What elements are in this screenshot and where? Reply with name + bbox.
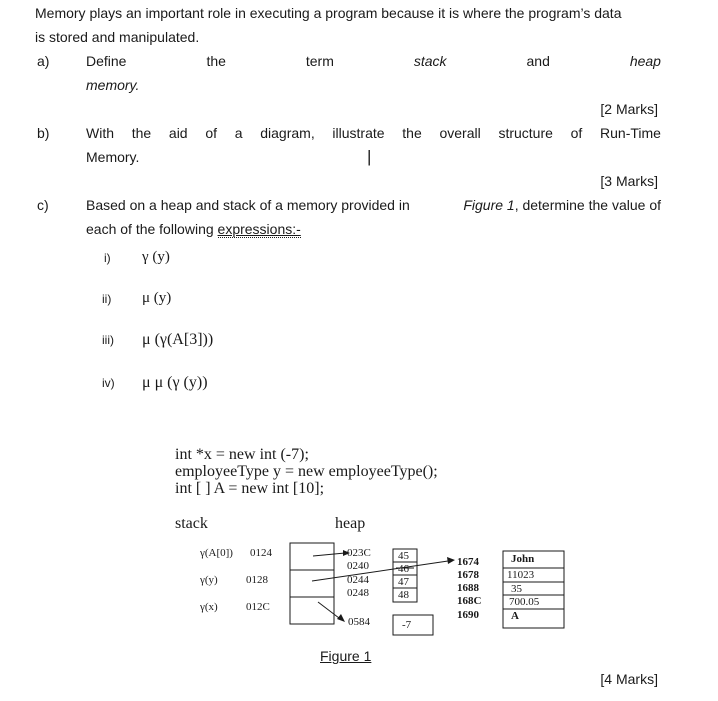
word: Define bbox=[86, 53, 127, 69]
stack-title: stack bbox=[175, 515, 208, 532]
stack-row-addr: 0124 bbox=[250, 547, 272, 559]
intro-line-1: Memory plays an important role in executing a program because it is where the program’s data bbox=[35, 5, 622, 21]
object-value: 11023 bbox=[507, 569, 535, 581]
item-ii-label: ii) bbox=[102, 292, 112, 306]
question-b-line-2: Memory. bbox=[86, 149, 140, 165]
code-line-1: int *x = new int (-7); bbox=[175, 446, 309, 463]
question-a-label: a) bbox=[37, 53, 50, 69]
word: illustrate bbox=[332, 125, 385, 141]
figure-caption: Figure 1 bbox=[320, 648, 372, 664]
stack-row-label: γ(x) bbox=[200, 601, 218, 613]
word: and bbox=[526, 53, 550, 69]
heap-value: 46 bbox=[398, 563, 409, 575]
word: of bbox=[205, 125, 217, 141]
item-i-label: i) bbox=[104, 251, 111, 265]
question-a-line-2: memory. bbox=[86, 77, 140, 93]
object-value: A bbox=[511, 610, 519, 622]
heap-addr: 023C bbox=[347, 547, 371, 559]
question-a-marks: [2 Marks] bbox=[600, 101, 658, 117]
object-addr: 1688 bbox=[457, 582, 479, 594]
item-iv-label: iv) bbox=[102, 376, 115, 390]
heap-addr: 0240 bbox=[347, 560, 369, 572]
stack-row-label: γ(y) bbox=[200, 574, 218, 586]
object-value: John bbox=[511, 553, 535, 565]
text: each of the following bbox=[86, 221, 218, 237]
text-cursor: | bbox=[367, 147, 372, 166]
object-addr: 1678 bbox=[457, 569, 479, 581]
heap-title: heap bbox=[335, 515, 366, 532]
arrow-head bbox=[337, 614, 345, 622]
object-value: 35 bbox=[511, 583, 522, 595]
word: structure bbox=[498, 125, 553, 141]
text: Based on a heap and stack of a memory provided in bbox=[86, 197, 414, 213]
item-ii-expr: μ (y) bbox=[142, 290, 172, 306]
heap-int-value: -7 bbox=[402, 619, 412, 631]
heap-value: 47 bbox=[398, 576, 409, 588]
heap-int-addr: 0584 bbox=[348, 616, 370, 628]
stack-row-addr: 012C bbox=[246, 601, 270, 613]
word: the bbox=[131, 125, 152, 141]
word: the bbox=[402, 125, 422, 141]
word: term bbox=[305, 53, 334, 69]
object-addr: 1690 bbox=[457, 609, 479, 621]
item-iii-label: iii) bbox=[102, 333, 114, 347]
heap-addr: 0244 bbox=[347, 574, 369, 586]
heap-value: 48 bbox=[398, 589, 409, 601]
word: the bbox=[206, 53, 226, 69]
word: overall bbox=[439, 125, 481, 141]
heap-value: 45 bbox=[398, 550, 409, 562]
question-c-label: c) bbox=[37, 197, 49, 213]
figure-reference: Figure 1 bbox=[463, 197, 515, 213]
intro-line-2: is stored and manipulated. bbox=[35, 29, 200, 45]
pointer-arrow bbox=[312, 561, 448, 581]
object-addr: 168C bbox=[457, 595, 482, 607]
object-addr: 1674 bbox=[457, 556, 479, 568]
word: Run-Time bbox=[600, 125, 661, 141]
code-line-2: employeeType y = new employeeType(); bbox=[175, 463, 438, 480]
word: With bbox=[86, 125, 114, 141]
object-value: 700.05 bbox=[509, 596, 540, 608]
question-c-marks: [4 Marks] bbox=[600, 671, 658, 687]
code-line-3: int [ ] A = new int [10]; bbox=[175, 480, 325, 497]
item-iii-expr: μ (γ(A[3])) bbox=[142, 331, 214, 348]
word: aid bbox=[168, 125, 188, 141]
pointer-arrow bbox=[313, 553, 345, 556]
stack-row-label: γ(A[0]) bbox=[200, 547, 233, 559]
heap-int-box bbox=[393, 615, 433, 635]
item-i-expr: γ (y) bbox=[142, 249, 170, 265]
word-stack: stack bbox=[413, 53, 447, 69]
arrow-head bbox=[447, 557, 455, 564]
question-b-marks: [3 Marks] bbox=[600, 173, 658, 189]
expressions-link[interactable]: expressions:- bbox=[217, 221, 301, 237]
word: diagram, bbox=[260, 125, 315, 141]
item-iv-expr: μ μ (γ (y)) bbox=[142, 374, 208, 391]
heap-addr: 0248 bbox=[347, 587, 369, 599]
stack-row-addr: 0128 bbox=[246, 574, 268, 586]
word: a bbox=[234, 125, 243, 141]
text: , determine the value of bbox=[514, 197, 661, 213]
word-heap: heap bbox=[629, 53, 661, 69]
question-b-label: b) bbox=[37, 125, 50, 141]
pointer-arrow bbox=[318, 602, 339, 618]
word: of bbox=[570, 125, 583, 141]
